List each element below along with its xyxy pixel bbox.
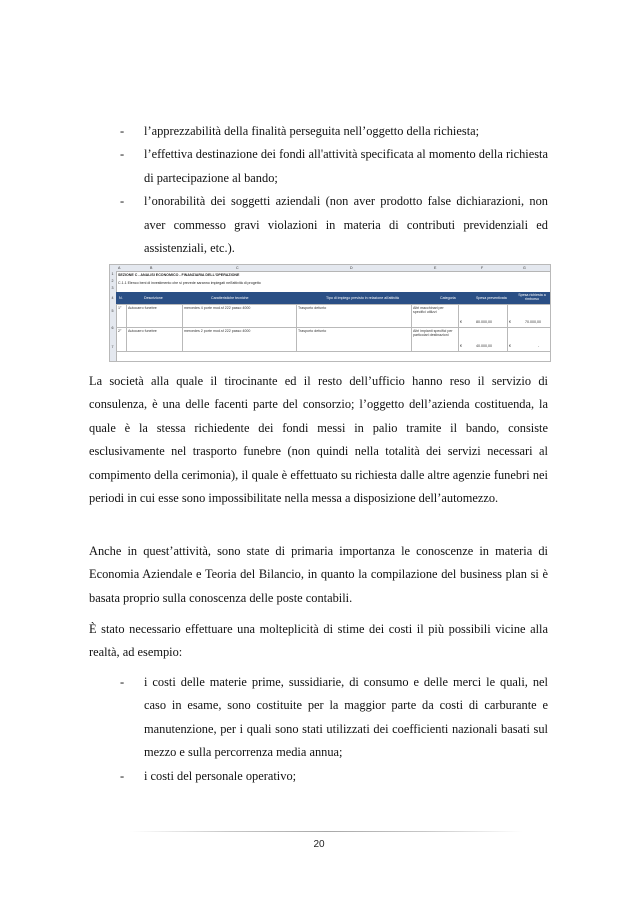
header-cell: N.	[119, 296, 123, 300]
cell-impiego: Trasporto defunto	[298, 306, 327, 310]
list-item	[120, 765, 548, 788]
bullet-dash: -	[120, 124, 125, 138]
bullet-dash: -	[120, 768, 125, 783]
row-number: 1	[111, 272, 114, 276]
header-cell: Tipo di impiego previsto in relazione all'attività	[326, 296, 399, 300]
cell-categoria: Altri macchinari per specifici utilizzi	[413, 306, 444, 315]
cell-currency: €	[460, 344, 462, 348]
header-cell: Categoria	[440, 296, 456, 300]
column-letter: F	[481, 266, 484, 270]
cell-impiego: Trasporto defunto	[298, 329, 327, 333]
header-cell: Spesa richiesta a rimborso	[518, 293, 546, 301]
list-item-text: l’onorabilità dei soggetti aziendali (non aver prodotto false dichiarazioni, non aver commesso gravi violazioni in materia di contributi previdenziali ed assistenziali, etc.).	[144, 194, 548, 256]
column-letter: E	[434, 266, 437, 270]
body-paragraph: La società alla quale il tirocinante ed il resto dell’ufficio hanno reso il servizio di consulenza, è una delle facenti parte del consorzio; l’oggetto dell’azienda costituenda, la quale è la stessa richiedente dei fondi messi in palio tramite il bando, consiste esclusivamente nel trasporto funebre (non quindi nella totalità dei servizi necessari al compimento della cerimonia), il quale è effettuato su richiesta dalle altre agenzie funebri nei periodi in cui esse sono impossibilitate nella messa a disposizione dell’automezzo.	[89, 374, 548, 506]
row-number: 4	[111, 296, 114, 300]
cell-rimborso: -	[538, 344, 540, 348]
body-paragraph: È stato necessario effettuare una molteplicità di stime dei costi il più possibili vicine alla realtà, ad esempio:	[89, 622, 548, 660]
header-cell: Descrizione	[144, 296, 163, 300]
row-number: 7	[111, 345, 114, 349]
spreadsheet-screenshot	[109, 264, 551, 362]
column-letter: D	[350, 266, 353, 270]
list-item	[120, 671, 548, 765]
grid-line	[182, 304, 183, 351]
cell-caratteristiche: mercedes 2 porte mod.sf 222 passo 4000	[184, 329, 251, 333]
bullet-list-requirements	[120, 120, 548, 260]
cell-rimborso: 70.000,00	[525, 320, 541, 324]
cell-descrizione: Autocarro funebre	[128, 329, 157, 333]
grid-line	[458, 304, 459, 351]
cell-currency: €	[509, 344, 511, 348]
footer-divider	[130, 831, 523, 832]
cell-categoria: Altri impianti specifici per particolari destinazioni	[413, 329, 453, 338]
cell-spesa: 40.000,00	[476, 344, 492, 348]
bullet-dash: -	[120, 147, 125, 162]
column-header-bar	[110, 265, 550, 272]
row-number-bar	[110, 271, 117, 361]
list-item-text: i costi del personale operativo;	[144, 768, 297, 783]
column-letter: B	[150, 266, 153, 270]
body-paragraph: Anche in quest’attività, sono state di primaria importanza le conoscenze in materia di Economia Aziendale e Teoria del Bilancio, in quanto la compilazione del business plan si è basata proprio sulla conoscenza delle poste contabili.	[89, 544, 548, 605]
cell-currency: €	[509, 320, 511, 324]
header-cell: Spesa preventivata	[476, 296, 507, 300]
row-number: 3	[111, 286, 114, 290]
grid-line	[507, 304, 508, 351]
header-cell: Caratteristiche tecniche	[211, 296, 249, 300]
list-item-text: l’apprezzabilità della finalità perseguita nell’oggetto della richiesta;	[144, 124, 480, 138]
column-letter: A	[118, 266, 121, 270]
column-letter: G	[523, 266, 526, 270]
sheet-subtitle: C.1.1 Elenco beni di investimento che si prevede saranno impiegati nell'attività di progetto	[118, 281, 261, 285]
cell-caratteristiche: mercedes 4 porte mod.sf 222 passo 4000	[184, 306, 251, 310]
list-item-text: l’effettiva destinazione dei fondi all'attività specificata al momento della richiesta di partecipazione al bando;	[144, 147, 548, 185]
row-number: 6	[111, 326, 114, 330]
row-number: 5	[111, 309, 114, 313]
bullet-dash: -	[120, 194, 125, 209]
column-letter: C	[236, 266, 239, 270]
sheet-header-row	[116, 292, 550, 304]
grid-line	[126, 304, 127, 351]
bullet-list-costs	[120, 671, 548, 788]
sheet-section-title: SEZIONE C - ANALISI ECONOMICO - FINANZIARIA DELL'OPERAZIONE	[118, 273, 240, 277]
cell-n: 2°	[118, 329, 122, 333]
list-item	[120, 120, 548, 143]
list-item	[120, 190, 548, 260]
cell-currency: €	[460, 320, 462, 324]
cell-descrizione: Autocarro funebre	[128, 306, 157, 310]
bullet-dash: -	[120, 675, 125, 689]
row-number: 2	[111, 279, 114, 283]
grid-line	[116, 351, 550, 352]
list-item-text: i costi delle materie prime, sussidiarie, di consumo e delle merci le quali, nel caso in esame, sono costituite per la maggior parte da costi di carburante e manutenzione, per i quali sono stati utilizzati dei coefficienti nazionali basati sul mezzo e sulla percorrenza media annua;	[144, 675, 548, 760]
grid-line	[411, 304, 412, 351]
list-item	[120, 143, 548, 190]
cell-n: 1°	[118, 306, 122, 310]
page-number: 20	[313, 839, 325, 850]
grid-line	[296, 304, 297, 351]
cell-spesa: 80.000,00	[476, 320, 492, 324]
